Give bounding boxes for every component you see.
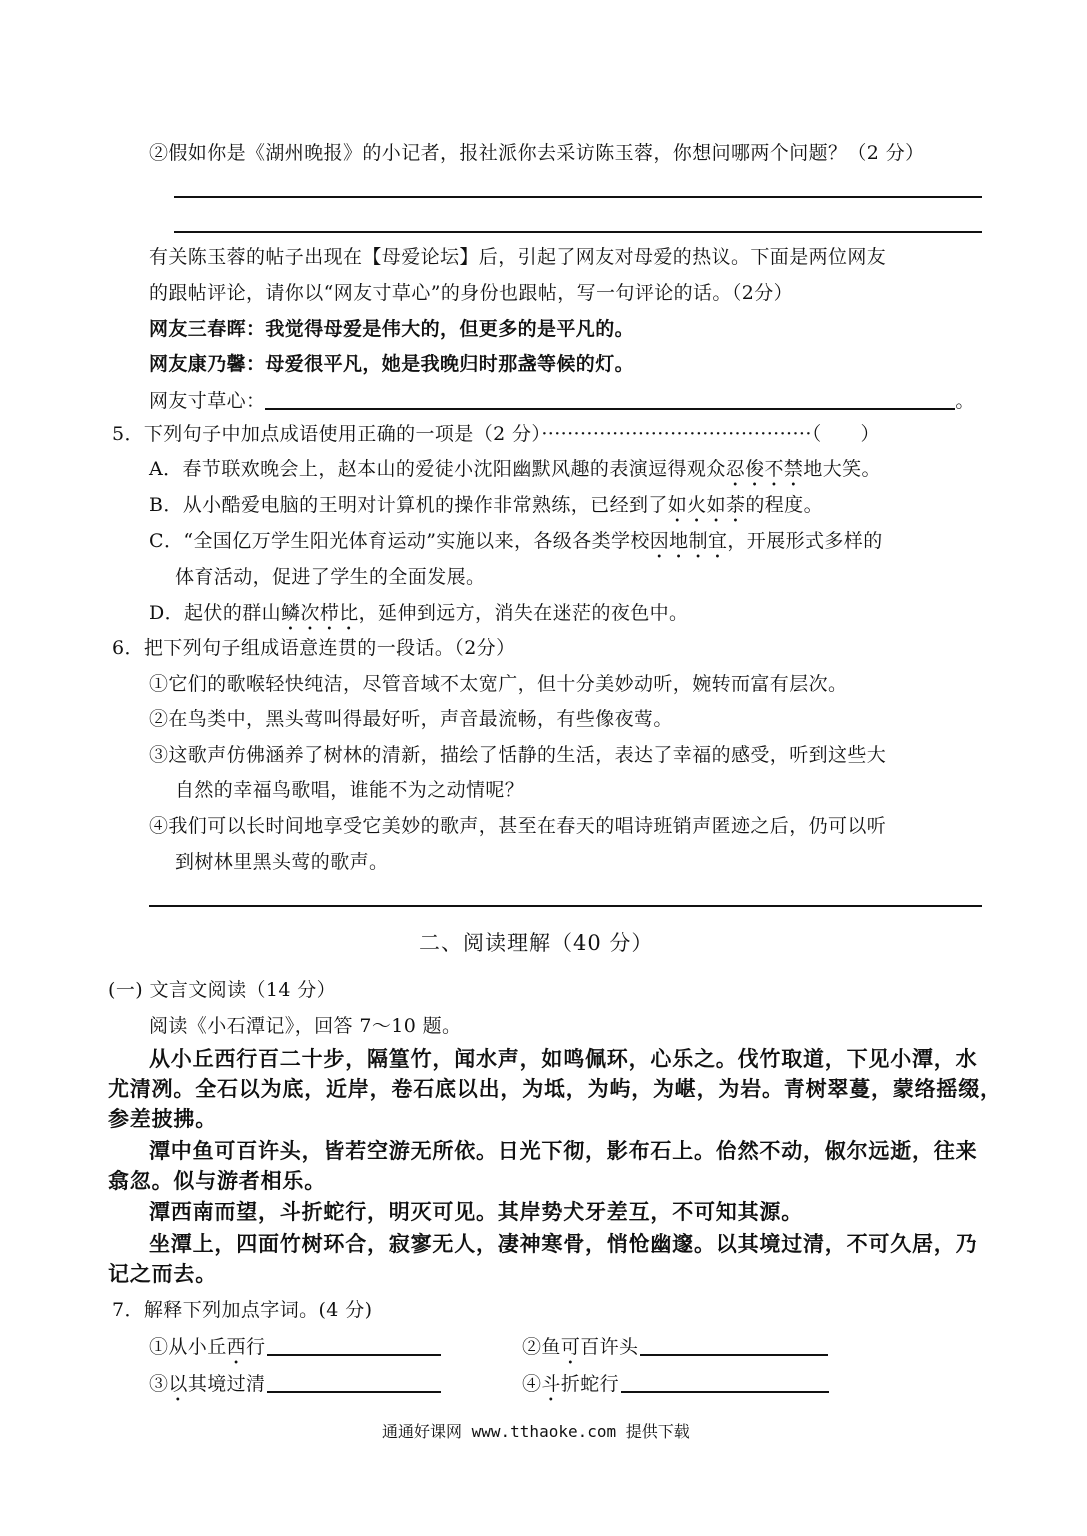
q6-sentence-4: ④我们可以长时间地享受它美妙的歌声，甚至在春天的唱诗班销声匿迹之后，仍可以听 xyxy=(149,815,887,837)
answer-line[interactable] xyxy=(149,905,982,907)
answer-line[interactable] xyxy=(174,231,982,233)
dotted-idiom: 鳞次栉比 xyxy=(281,602,359,624)
question-6-stem: 6．把下列句子组成语意连贯的一段话。（2分） xyxy=(112,637,516,659)
passage-p1-line2: 尤清冽。全石以为底，近岸，卷石底以出，为坻，为屿，为嵁，为岩。青树翠蔓，蒙络摇缀， xyxy=(108,1077,1002,1101)
part-1-instruction: 阅读《小石潭记》，回答 7～10 题。 xyxy=(149,1015,462,1037)
page-footer: 通通好课网 www.tthaoke.com 提供下载 xyxy=(382,1422,690,1441)
q7-blank-1[interactable] xyxy=(267,1334,441,1356)
question-5-stem: 5．下列句子中加点成语使用正确的一项是（2 分）··········································（ ） xyxy=(112,423,880,445)
passage-p1-line3: 参差披拂。 xyxy=(108,1107,217,1131)
q6-sentence-4-line2: 到树林里黑头莺的歌声。 xyxy=(175,851,389,873)
q7-blank-4[interactable] xyxy=(621,1371,829,1393)
question-4-2: ②假如你是《湖州晚报》的小记者，报社派你去采访陈玉蓉，你想问哪两个问题？（2 分） xyxy=(149,142,925,164)
comment-sanchunhui: 网友三春晖：我觉得母爱是伟大的，但更多的是平凡的。 xyxy=(149,318,635,340)
q5-option-c-line2: 体育活动，促进了学生的全面发展。 xyxy=(175,566,486,588)
q7-item-1: ①从小丘西行 xyxy=(149,1334,441,1369)
q6-sentence-3: ③这歌声仿佛涵养了树林的清新，描绘了恬静的生活，表达了幸福的感受，听到这些大 xyxy=(149,744,887,766)
q7-item-4: ④斗折蛇行 xyxy=(522,1371,829,1406)
q4-3-intro-line1: 有关陈玉蓉的帖子出现在【母爱论坛】后，引起了网友对母爱的热议。下面是两位网友 xyxy=(149,246,887,268)
answer-line[interactable] xyxy=(174,196,982,198)
q6-sentence-1: ①它们的歌喉轻快纯洁，尽管音域不太宽广，但十分美妙动听，婉转而富有层次。 xyxy=(149,673,848,695)
q5-option-a: A．春节联欢晚会上，赵本山的爱徒小沈阳幽默风趣的表演逗得观众忍俊不禁地大笑。 xyxy=(149,458,881,480)
dotted-char: 西 xyxy=(226,1336,247,1358)
comment-cuncaoxin-label: 网友寸草心： xyxy=(149,390,266,412)
passage-p4-line1: 坐潭上，四面竹树环合，寂寥无人，凄神寒骨，悄怆幽邃。以其境过清，不可久居，乃 xyxy=(149,1232,978,1256)
q7-item-3: ③以其境过清 xyxy=(149,1371,441,1406)
q6-sentence-2: ②在鸟类中，黑头莺叫得最好听，声音最流畅，有些像夜莺。 xyxy=(149,708,673,730)
q5-option-c: C．“全国亿万学生阳光体育运动”实施以来，各级各类学校因地制宜，开展形式多样的 xyxy=(149,530,883,552)
comment-end-mark: 。 xyxy=(955,390,975,412)
passage-p3: 潭西南而望，斗折蛇行，明灭可见。其岸势犬牙差互，不可知其源。 xyxy=(149,1200,803,1224)
comment-kangnaixin: 网友康乃馨：母爱很平凡，她是我晚归时那盏等候的灯。 xyxy=(149,353,635,375)
passage-p4-line2: 记之而去。 xyxy=(108,1262,217,1286)
passage-p2-line1: 潭中鱼可百许头，皆若空游无所依。日光下彻，影布石上。佁然不动，俶尔远逝，往来 xyxy=(149,1139,978,1163)
dotted-idiom: 忍俊不禁 xyxy=(725,458,804,480)
passage-p2-line2: 翕忽。似与游者相乐。 xyxy=(108,1169,326,1193)
section-2-title: 二、阅读理解（40 分） xyxy=(419,931,654,955)
dotted-char: 可 xyxy=(560,1336,581,1358)
comment-answer-blank[interactable] xyxy=(265,388,955,410)
dotted-char: 以 xyxy=(168,1373,188,1395)
q6-sentence-3-line2: 自然的幸福鸟歌唱，谁能不为之动情呢？ xyxy=(175,779,525,801)
passage-p1-line1: 从小丘西行百二十步，隔篁竹，闻水声，如鸣佩环，心乐之。伐竹取道，下见小潭，水 xyxy=(149,1047,978,1071)
question-7-stem: 7．解释下列加点字词。(4 分) xyxy=(112,1299,373,1321)
q4-3-intro-line2: 的跟帖评论，请你以“网友寸草心”的身份也跟帖，写一句评论的话。（2分） xyxy=(149,282,794,304)
q7-blank-2[interactable] xyxy=(640,1334,828,1356)
q7-item-2: ②鱼可百许头 xyxy=(522,1334,828,1369)
dotted-char: 斗 xyxy=(541,1373,561,1395)
q7-blank-3[interactable] xyxy=(267,1371,441,1393)
q5-option-b: B．从小酷爱电脑的王明对计算机的操作非常熟练，已经到了如火如荼的程度。 xyxy=(149,494,823,516)
part-1-title: (一) 文言文阅读（14 分） xyxy=(108,979,337,1001)
dotted-idiom: 因地制宜 xyxy=(649,530,728,552)
comment-cuncaoxin xyxy=(149,388,975,414)
dotted-idiom: 如火如荼 xyxy=(667,494,746,516)
q5-option-d: D．起伏的群山鳞次栉比，延伸到远方，消失在迷茫的夜色中。 xyxy=(149,602,689,624)
